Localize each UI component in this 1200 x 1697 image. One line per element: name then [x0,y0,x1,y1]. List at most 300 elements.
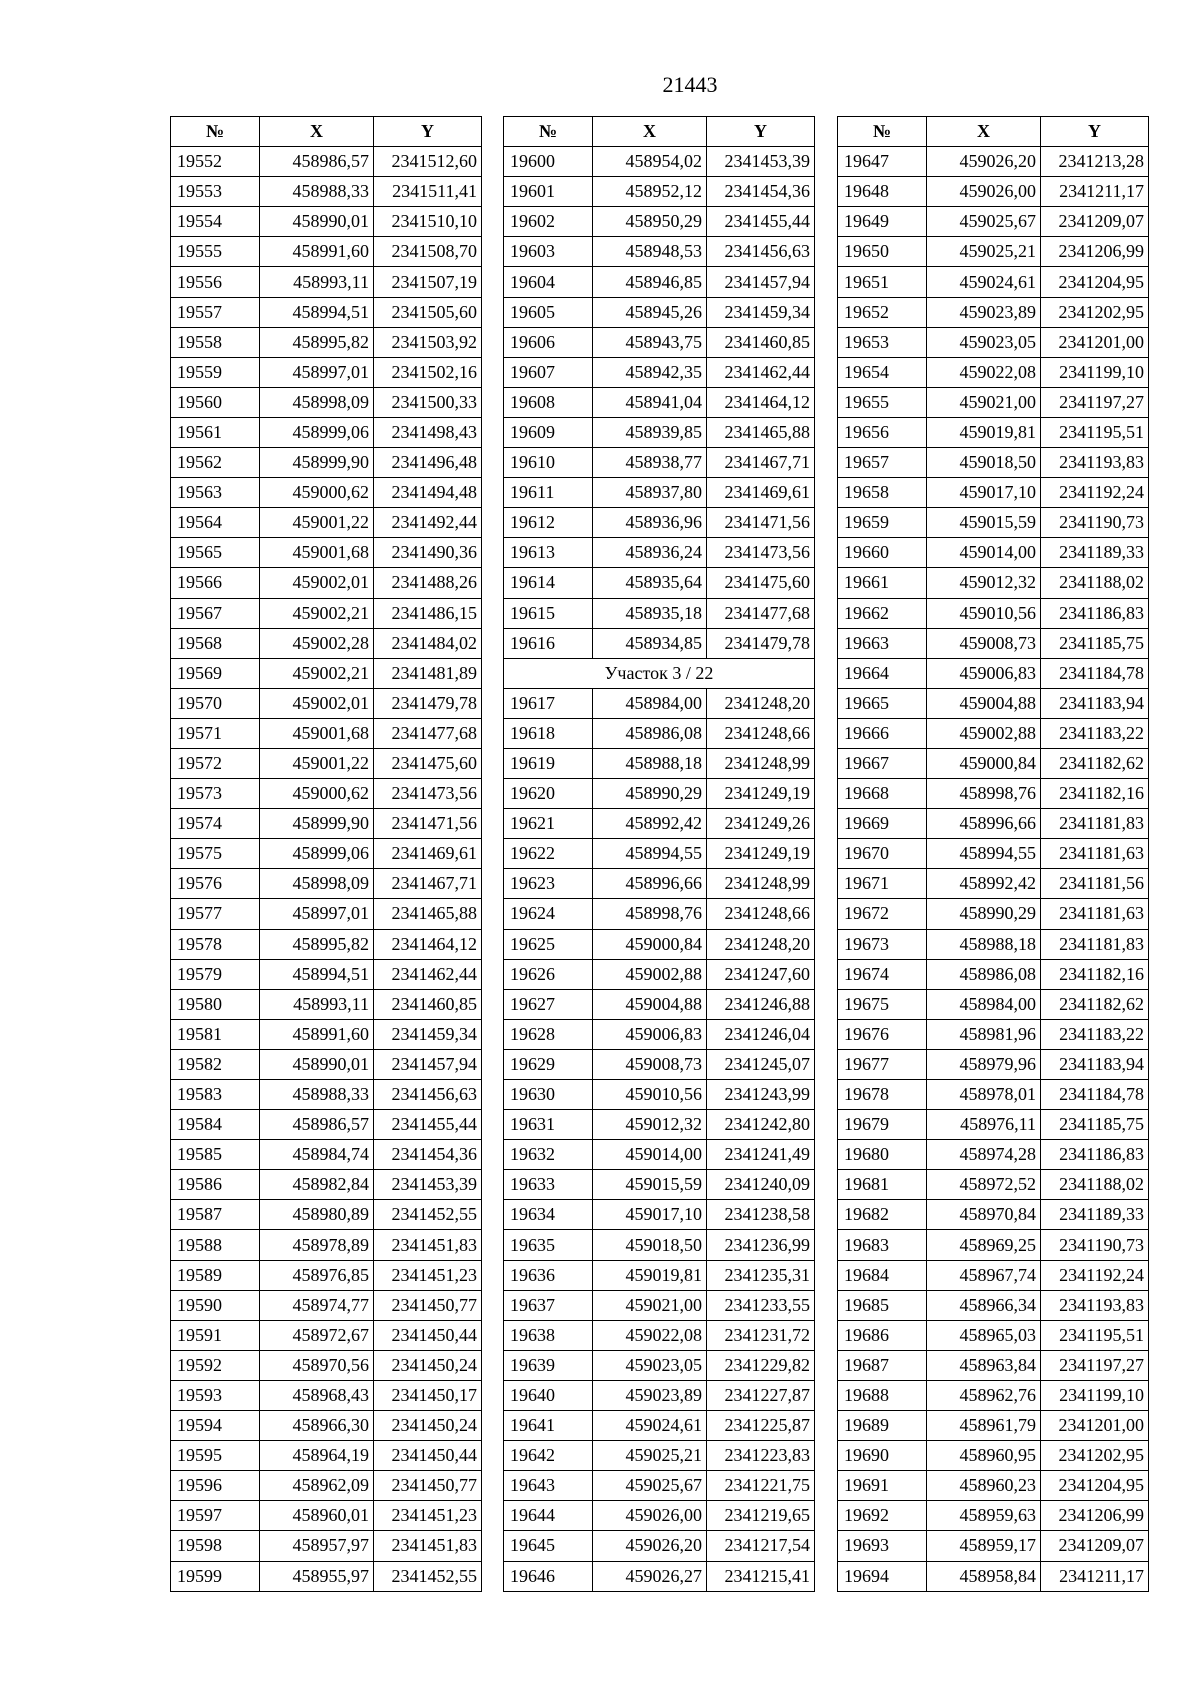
x-coordinate-cell: 458990,01 [260,207,374,237]
point-number-cell: 19577 [171,899,260,929]
table-row [504,839,815,869]
x-coordinate-cell: 459024,61 [593,1411,707,1441]
point-number-cell: 19636 [504,1260,593,1290]
y-coordinate-cell: 2341184,78 [1041,1080,1149,1110]
x-coordinate-cell: 458994,55 [927,839,1041,869]
point-number-cell: 19609 [504,417,593,447]
point-number-cell: 19687 [838,1350,927,1380]
y-coordinate-cell: 2341181,83 [1041,809,1149,839]
table-row [171,989,482,1019]
x-coordinate-cell: 458935,18 [593,598,707,628]
point-number-cell: 19593 [171,1380,260,1410]
x-coordinate-cell: 458993,11 [260,989,374,1019]
y-coordinate-cell: 2341498,43 [374,417,482,447]
x-coordinate-cell: 459019,81 [593,1260,707,1290]
y-coordinate-cell: 2341464,12 [374,929,482,959]
x-coordinate-cell: 458984,00 [927,989,1041,1019]
point-number-cell: 19683 [838,1230,927,1260]
x-coordinate-cell: 458965,03 [927,1320,1041,1350]
y-coordinate-cell: 2341456,63 [707,237,815,267]
point-number-cell: 19613 [504,538,593,568]
x-coordinate-cell: 458981,96 [927,1019,1041,1049]
y-coordinate-cell: 2341473,56 [707,538,815,568]
point-number-cell: 19665 [838,688,927,718]
table-row [838,1350,1149,1380]
table-row [504,1170,815,1200]
table-row [171,1170,482,1200]
point-number-cell: 19651 [838,267,927,297]
y-coordinate-cell: 2341229,82 [707,1350,815,1380]
table-row [838,508,1149,538]
y-coordinate-cell: 2341248,66 [707,899,815,929]
point-number-cell: 19608 [504,387,593,417]
point-number-cell: 19685 [838,1290,927,1320]
y-coordinate-cell: 2341450,77 [374,1471,482,1501]
header-y: Y [1041,117,1149,147]
y-coordinate-cell: 2341486,15 [374,598,482,628]
point-number-cell: 19646 [504,1561,593,1591]
x-coordinate-cell: 458943,75 [593,327,707,357]
y-coordinate-cell: 2341188,02 [1041,1170,1149,1200]
x-coordinate-cell: 459026,00 [593,1501,707,1531]
x-coordinate-cell: 459025,21 [927,237,1041,267]
x-coordinate-cell: 458939,85 [593,417,707,447]
x-coordinate-cell: 458990,29 [593,779,707,809]
table-row [504,779,815,809]
page-number: 21443 [662,72,718,97]
y-coordinate-cell: 2341465,88 [374,899,482,929]
y-coordinate-cell: 2341465,88 [707,417,815,447]
point-number-cell: 19645 [504,1531,593,1561]
point-number-cell: 19690 [838,1441,927,1471]
point-number-cell: 19663 [838,628,927,658]
point-number-cell: 19676 [838,1019,927,1049]
x-coordinate-cell: 459026,00 [927,177,1041,207]
point-number-cell: 19653 [838,327,927,357]
y-coordinate-cell: 2341192,24 [1041,1260,1149,1290]
y-coordinate-cell: 2341508,70 [374,237,482,267]
table-row [838,568,1149,598]
table-row [504,448,815,478]
point-number-cell: 19689 [838,1411,927,1441]
table-row [171,809,482,839]
x-coordinate-cell: 458979,96 [927,1049,1041,1079]
point-number-cell: 19640 [504,1380,593,1410]
table-row [171,718,482,748]
x-coordinate-cell: 459025,21 [593,1441,707,1471]
y-coordinate-cell: 2341182,16 [1041,959,1149,989]
table-row [504,478,815,508]
x-coordinate-cell: 459000,84 [593,929,707,959]
table-row [171,1320,482,1350]
point-number-cell: 19555 [171,237,260,267]
x-coordinate-cell: 458988,18 [927,929,1041,959]
table-row [838,1320,1149,1350]
y-coordinate-cell: 2341484,02 [374,628,482,658]
table-row [171,1260,482,1290]
x-coordinate-cell: 458936,96 [593,508,707,538]
x-coordinate-cell: 458988,33 [260,177,374,207]
table-row [504,387,815,417]
point-number-cell: 19591 [171,1320,260,1350]
point-number-cell: 19574 [171,809,260,839]
point-number-cell: 19626 [504,959,593,989]
table-row [838,237,1149,267]
y-coordinate-cell: 2341195,51 [1041,417,1149,447]
x-coordinate-cell: 458958,84 [927,1561,1041,1591]
x-coordinate-cell: 458968,43 [260,1380,374,1410]
x-coordinate-cell: 458991,60 [260,1019,374,1049]
point-number-cell: 19563 [171,478,260,508]
y-coordinate-cell: 2341467,71 [707,448,815,478]
point-number-cell: 19590 [171,1290,260,1320]
point-number-cell: 19670 [838,839,927,869]
table-row [504,959,815,989]
table-row [171,1140,482,1170]
table-row [504,628,815,658]
table-row [838,267,1149,297]
point-number-cell: 19662 [838,598,927,628]
table-row [504,1230,815,1260]
table-row [504,899,815,929]
table-row [171,387,482,417]
table-row [504,1350,815,1380]
y-coordinate-cell: 2341507,19 [374,267,482,297]
y-coordinate-cell: 2341181,63 [1041,839,1149,869]
x-coordinate-cell: 458946,85 [593,267,707,297]
header-y: Y [374,117,482,147]
point-number-cell: 19588 [171,1230,260,1260]
x-coordinate-cell: 458970,56 [260,1350,374,1380]
table-row [171,267,482,297]
y-coordinate-cell: 2341450,77 [374,1290,482,1320]
x-coordinate-cell: 458997,01 [260,899,374,929]
x-coordinate-cell: 458937,80 [593,478,707,508]
point-number-cell: 19677 [838,1049,927,1079]
x-coordinate-cell: 458999,90 [260,448,374,478]
y-coordinate-cell: 2341182,16 [1041,779,1149,809]
table-row [504,237,815,267]
table-row [171,1471,482,1501]
table-row [838,899,1149,929]
point-number-cell: 19672 [838,899,927,929]
table-row [504,869,815,899]
x-coordinate-cell: 458986,08 [593,718,707,748]
table-row [838,1200,1149,1230]
table-row [838,297,1149,327]
point-number-cell: 19559 [171,357,260,387]
x-coordinate-cell: 458988,18 [593,748,707,778]
point-number-cell: 19680 [838,1140,927,1170]
point-number-cell: 19652 [838,297,927,327]
y-coordinate-cell: 2341248,20 [707,929,815,959]
y-coordinate-cell: 2341477,68 [374,718,482,748]
x-coordinate-cell: 458998,76 [593,899,707,929]
point-number-cell: 19587 [171,1200,260,1230]
point-number-cell: 19674 [838,959,927,989]
point-number-cell: 19691 [838,1471,927,1501]
y-coordinate-cell: 2341182,62 [1041,989,1149,1019]
y-coordinate-cell: 2341450,24 [374,1350,482,1380]
y-coordinate-cell: 2341193,83 [1041,448,1149,478]
y-coordinate-cell: 2341183,94 [1041,1049,1149,1079]
table-row [171,478,482,508]
y-coordinate-cell: 2341503,92 [374,327,482,357]
table-row [838,1290,1149,1320]
point-number-cell: 19597 [171,1501,260,1531]
x-coordinate-cell: 459022,08 [593,1320,707,1350]
x-coordinate-cell: 459002,01 [260,568,374,598]
table-row [504,1290,815,1320]
table-row [504,718,815,748]
y-coordinate-cell: 2341510,10 [374,207,482,237]
table-row [838,1110,1149,1140]
point-number-cell: 19580 [171,989,260,1019]
y-coordinate-cell: 2341195,51 [1041,1320,1149,1350]
point-number-cell: 19571 [171,718,260,748]
point-number-cell: 19686 [838,1320,927,1350]
x-coordinate-cell: 458954,02 [593,147,707,177]
x-coordinate-cell: 458952,12 [593,177,707,207]
table-row [171,568,482,598]
table-row [838,327,1149,357]
table-row [838,1260,1149,1290]
x-coordinate-cell: 458999,06 [260,839,374,869]
table-row [171,1441,482,1471]
table-row [504,1019,815,1049]
table-row [838,1380,1149,1410]
y-coordinate-cell: 2341189,33 [1041,538,1149,568]
table-header-row [504,117,815,147]
point-number-cell: 19599 [171,1561,260,1591]
point-number-cell: 19603 [504,237,593,267]
table-row [171,869,482,899]
y-coordinate-cell: 2341219,65 [707,1501,815,1531]
point-number-cell: 19558 [171,327,260,357]
y-coordinate-cell: 2341452,55 [374,1561,482,1591]
x-coordinate-cell: 458999,06 [260,417,374,447]
table-row [171,929,482,959]
x-coordinate-cell: 458978,89 [260,1230,374,1260]
x-coordinate-cell: 459001,68 [260,538,374,568]
table-row [838,989,1149,1019]
y-coordinate-cell: 2341193,83 [1041,1290,1149,1320]
y-coordinate-cell: 2341496,48 [374,448,482,478]
point-number-cell: 19669 [838,809,927,839]
table-row [171,1049,482,1079]
y-coordinate-cell: 2341225,87 [707,1411,815,1441]
table-row [171,1080,482,1110]
x-coordinate-cell: 459002,01 [260,688,374,718]
y-coordinate-cell: 2341451,83 [374,1531,482,1561]
header-x: X [593,117,707,147]
point-number-cell: 19679 [838,1110,927,1140]
y-coordinate-cell: 2341197,27 [1041,1350,1149,1380]
x-coordinate-cell: 458969,25 [927,1230,1041,1260]
table-row [171,147,482,177]
x-coordinate-cell: 459008,73 [927,628,1041,658]
point-number-cell: 19573 [171,779,260,809]
x-coordinate-cell: 458959,63 [927,1501,1041,1531]
table-row [171,448,482,478]
y-coordinate-cell: 2341209,07 [1041,1531,1149,1561]
x-coordinate-cell: 458936,24 [593,538,707,568]
table-row [838,1501,1149,1531]
point-number-cell: 19627 [504,989,593,1019]
y-coordinate-cell: 2341248,20 [707,688,815,718]
x-coordinate-cell: 458988,33 [260,1080,374,1110]
x-coordinate-cell: 459004,88 [593,989,707,1019]
x-coordinate-cell: 458960,95 [927,1441,1041,1471]
y-coordinate-cell: 2341181,56 [1041,869,1149,899]
y-coordinate-cell: 2341492,44 [374,508,482,538]
y-coordinate-cell: 2341201,00 [1041,1411,1149,1441]
table-row [504,538,815,568]
y-coordinate-cell: 2341186,83 [1041,1140,1149,1170]
table-row [838,1471,1149,1501]
point-number-cell: 19635 [504,1230,593,1260]
y-coordinate-cell: 2341456,63 [374,1080,482,1110]
x-coordinate-cell: 458978,01 [927,1080,1041,1110]
y-coordinate-cell: 2341197,27 [1041,387,1149,417]
table-row [838,869,1149,899]
y-coordinate-cell: 2341227,87 [707,1380,815,1410]
table-row [838,207,1149,237]
point-number-cell: 19633 [504,1170,593,1200]
y-coordinate-cell: 2341189,33 [1041,1200,1149,1230]
x-coordinate-cell: 458990,01 [260,1049,374,1079]
point-number-cell: 19650 [838,237,927,267]
y-coordinate-cell: 2341201,00 [1041,327,1149,357]
table-row [838,1411,1149,1441]
y-coordinate-cell: 2341184,78 [1041,658,1149,688]
x-coordinate-cell: 459018,50 [927,448,1041,478]
y-coordinate-cell: 2341211,17 [1041,177,1149,207]
x-coordinate-cell: 459002,28 [260,628,374,658]
y-coordinate-cell: 2341204,95 [1041,267,1149,297]
x-coordinate-cell: 458948,53 [593,237,707,267]
x-coordinate-cell: 458942,35 [593,357,707,387]
x-coordinate-cell: 458992,42 [593,809,707,839]
table-row [504,1200,815,1230]
point-number-cell: 19586 [171,1170,260,1200]
table-row [504,1380,815,1410]
y-coordinate-cell: 2341511,41 [374,177,482,207]
y-coordinate-cell: 2341479,78 [374,688,482,718]
point-number-cell: 19565 [171,538,260,568]
x-coordinate-cell: 458976,11 [927,1110,1041,1140]
x-coordinate-cell: 458991,60 [260,237,374,267]
point-number-cell: 19658 [838,478,927,508]
table-row [171,508,482,538]
x-coordinate-cell: 459000,62 [260,779,374,809]
table-row [171,327,482,357]
x-coordinate-cell: 459023,89 [927,297,1041,327]
point-number-cell: 19682 [838,1200,927,1230]
y-coordinate-cell: 2341469,61 [707,478,815,508]
point-number-cell: 19657 [838,448,927,478]
x-coordinate-cell: 458992,42 [927,869,1041,899]
x-coordinate-cell: 458995,82 [260,929,374,959]
table-row [171,207,482,237]
point-number-cell: 19644 [504,1501,593,1531]
x-coordinate-cell: 458974,77 [260,1290,374,1320]
y-coordinate-cell: 2341190,73 [1041,508,1149,538]
y-coordinate-cell: 2341188,02 [1041,568,1149,598]
table-row [504,1561,815,1591]
y-coordinate-cell: 2341183,22 [1041,718,1149,748]
table-row [171,959,482,989]
y-coordinate-cell: 2341240,09 [707,1170,815,1200]
y-coordinate-cell: 2341450,44 [374,1320,482,1350]
y-coordinate-cell: 2341502,16 [374,357,482,387]
point-number-cell: 19634 [504,1200,593,1230]
y-coordinate-cell: 2341199,10 [1041,357,1149,387]
y-coordinate-cell: 2341182,62 [1041,748,1149,778]
y-coordinate-cell: 2341245,07 [707,1049,815,1079]
point-number-cell: 19693 [838,1531,927,1561]
y-coordinate-cell: 2341460,85 [374,989,482,1019]
table-row [171,1110,482,1140]
table-row [838,1049,1149,1079]
y-coordinate-cell: 2341462,44 [374,959,482,989]
y-coordinate-cell: 2341211,17 [1041,1561,1149,1591]
y-coordinate-cell: 2341185,75 [1041,628,1149,658]
y-coordinate-cell: 2341248,66 [707,718,815,748]
table-header-row [838,117,1149,147]
y-coordinate-cell: 2341473,56 [374,779,482,809]
x-coordinate-cell: 458984,00 [593,688,707,718]
y-coordinate-cell: 2341249,19 [707,839,815,869]
y-coordinate-cell: 2341204,95 [1041,1471,1149,1501]
x-coordinate-cell: 459012,32 [593,1110,707,1140]
x-coordinate-cell: 459021,00 [593,1290,707,1320]
x-coordinate-cell: 458994,51 [260,297,374,327]
point-number-cell: 19594 [171,1411,260,1441]
x-coordinate-cell: 459025,67 [927,207,1041,237]
point-number-cell: 19620 [504,779,593,809]
point-number-cell: 19664 [838,658,927,688]
x-coordinate-cell: 459000,84 [927,748,1041,778]
point-number-cell: 19561 [171,417,260,447]
x-coordinate-cell: 459014,00 [927,538,1041,568]
section-row [504,658,815,688]
table-row [838,1140,1149,1170]
y-coordinate-cell: 2341206,99 [1041,1501,1149,1531]
x-coordinate-cell: 458980,89 [260,1200,374,1230]
point-number-cell: 19584 [171,1110,260,1140]
point-number-cell: 19656 [838,417,927,447]
point-number-cell: 19631 [504,1110,593,1140]
y-coordinate-cell: 2341209,07 [1041,207,1149,237]
point-number-cell: 19643 [504,1471,593,1501]
table-row [838,387,1149,417]
x-coordinate-cell: 459004,88 [927,688,1041,718]
x-coordinate-cell: 458974,28 [927,1140,1041,1170]
y-coordinate-cell: 2341481,89 [374,658,482,688]
y-coordinate-cell: 2341451,23 [374,1501,482,1531]
table-row [171,598,482,628]
point-number-cell: 19562 [171,448,260,478]
point-number-cell: 19630 [504,1080,593,1110]
point-number-cell: 19655 [838,387,927,417]
x-coordinate-cell: 458996,66 [593,869,707,899]
point-number-cell: 19568 [171,628,260,658]
table-row [838,809,1149,839]
table-row [838,1080,1149,1110]
point-number-cell: 19639 [504,1350,593,1380]
y-coordinate-cell: 2341241,49 [707,1140,815,1170]
